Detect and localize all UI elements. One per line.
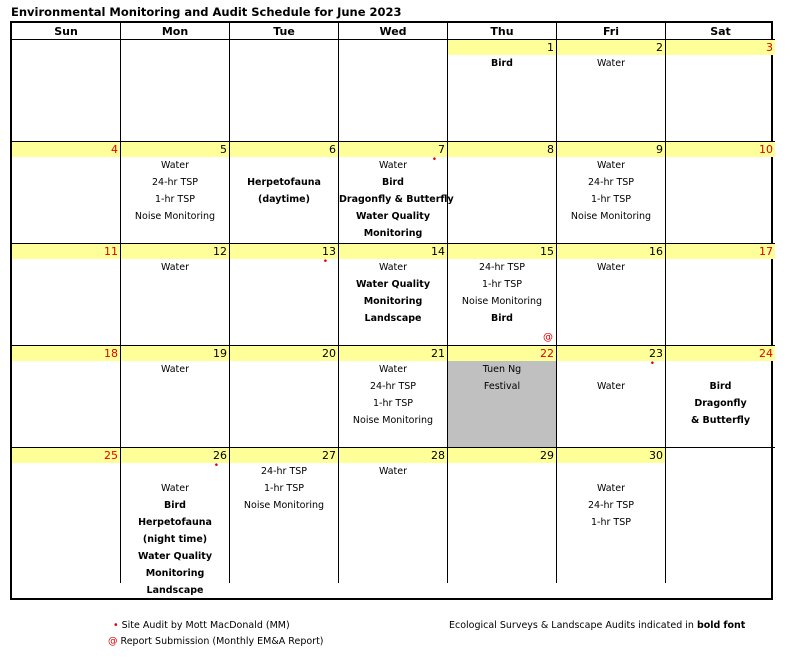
event-line: Water	[378, 160, 408, 171]
day-events	[557, 157, 665, 225]
day-number: 22	[448, 346, 556, 361]
day-number	[12, 40, 120, 55]
event-line: Dragonfly	[694, 398, 747, 409]
event-line: 1-hr TSP	[591, 194, 631, 205]
day-events	[230, 463, 338, 514]
day-cell	[557, 244, 666, 346]
day-events	[666, 361, 775, 429]
report-label: Report Submission (Monthly EM&A Report)	[120, 636, 324, 647]
event-line: Bird	[709, 381, 732, 392]
event-line: Water	[160, 262, 190, 273]
event-line: Monitoring	[363, 228, 423, 239]
day-cell	[230, 142, 339, 244]
bold-note-prefix: Ecological Surveys & Landscape Audits indicated in	[449, 620, 694, 631]
event-line: 1-hr TSP	[373, 398, 413, 409]
day-number: 10	[666, 142, 775, 157]
day-number: 25	[12, 448, 120, 463]
holiday-block	[448, 361, 556, 447]
weekday-header: Sun	[12, 23, 121, 40]
day-events	[121, 157, 229, 225]
event-line: 1-hr TSP	[482, 279, 522, 290]
event-line: 1-hr TSP	[155, 194, 195, 205]
event-line: 24-hr TSP	[587, 177, 635, 188]
day-events	[121, 361, 229, 378]
event-line: Bird	[382, 177, 404, 188]
event-line: Bird	[164, 500, 186, 511]
event-line: Noise Monitoring	[243, 500, 325, 511]
day-number: 29	[448, 448, 556, 463]
legend-bold-note	[449, 620, 745, 631]
event-line	[557, 463, 665, 480]
day-number: 24	[666, 346, 775, 361]
day-cell	[121, 142, 230, 244]
event-line: Festival	[483, 381, 521, 392]
day-cell	[12, 142, 121, 244]
day-cell	[666, 346, 775, 448]
day-events	[339, 463, 447, 480]
event-line: Water Quality	[137, 551, 213, 562]
day-events	[557, 463, 665, 531]
event-line: Herpetofauna	[138, 517, 212, 528]
event-line: Water	[596, 58, 626, 69]
event-line: Noise Monitoring	[134, 211, 216, 222]
day-cell	[12, 448, 121, 583]
calendar-grid	[10, 21, 773, 600]
day-cell	[12, 346, 121, 448]
day-events	[339, 361, 447, 429]
day-events	[121, 259, 229, 276]
event-line: Tuen Ng	[482, 364, 522, 375]
day-number: 1	[448, 40, 556, 55]
event-line: Noise Monitoring	[570, 211, 652, 222]
site-audit-dot-icon: •	[213, 461, 219, 471]
day-cell	[121, 346, 230, 448]
day-cell	[557, 142, 666, 244]
legend-site-audit	[113, 620, 290, 631]
event-line: Noise Monitoring	[352, 415, 434, 426]
day-cell	[448, 244, 557, 346]
report-submission-icon: @	[543, 332, 553, 343]
day-events	[448, 259, 556, 327]
day-number: 19	[121, 346, 229, 361]
day-number: 2	[557, 40, 665, 55]
day-number: 23	[557, 346, 665, 361]
event-line	[666, 361, 775, 378]
event-line: Water	[596, 160, 626, 171]
day-number: 21	[339, 346, 447, 361]
event-line: 24-hr TSP	[478, 262, 526, 273]
event-line: & Butterfly	[690, 415, 751, 426]
day-cell	[666, 244, 775, 346]
day-cell	[557, 346, 666, 448]
event-line: 24-hr TSP	[260, 466, 308, 477]
day-number: 4	[12, 142, 120, 157]
event-line: Water	[160, 483, 190, 494]
event-line: Dragonfly & Butterfly	[339, 194, 454, 205]
day-cell	[666, 448, 775, 583]
day-number: 13	[230, 244, 338, 259]
day-events	[339, 157, 454, 242]
day-events	[339, 259, 447, 327]
day-cell	[666, 142, 775, 244]
day-number: 16	[557, 244, 665, 259]
day-number: 15	[448, 244, 556, 259]
day-number: 12	[121, 244, 229, 259]
site-audit-dot-icon: •	[322, 257, 328, 267]
day-cell	[448, 448, 557, 583]
event-line: (daytime)	[258, 194, 310, 205]
day-number	[666, 448, 775, 463]
legend-report	[108, 636, 324, 647]
day-events	[448, 55, 556, 72]
event-line: Water	[378, 466, 408, 477]
event-line: Bird	[491, 58, 513, 69]
weekday-header: Tue	[230, 23, 339, 40]
day-number: 7	[339, 142, 447, 157]
day-number: 20	[230, 346, 338, 361]
event-line: 1-hr TSP	[591, 517, 631, 528]
day-number: 5	[121, 142, 229, 157]
day-events	[557, 259, 665, 276]
day-cell	[448, 40, 557, 142]
weekday-header: Wed	[339, 23, 448, 40]
day-cell	[557, 448, 666, 583]
day-cell	[121, 244, 230, 346]
event-line: Water	[596, 483, 626, 494]
day-number	[121, 40, 229, 55]
day-cell	[448, 142, 557, 244]
event-line: 24-hr TSP	[369, 381, 417, 392]
day-number: 18	[12, 346, 120, 361]
day-cell	[230, 346, 339, 448]
day-number	[339, 40, 447, 55]
day-number: 27	[230, 448, 338, 463]
day-cell	[339, 142, 454, 244]
day-events	[230, 157, 338, 208]
day-cell	[12, 40, 121, 142]
site-audit-dot-icon: •	[649, 359, 655, 369]
site-audit-marker: •	[113, 620, 119, 631]
day-cell	[121, 448, 230, 596]
day-cell	[339, 346, 448, 448]
event-line: (night time)	[142, 534, 208, 545]
event-line: Monitoring	[363, 296, 423, 307]
day-number: 3	[666, 40, 775, 55]
day-number: 30	[557, 448, 665, 463]
day-cell	[448, 346, 557, 448]
day-cell	[230, 244, 339, 346]
event-line: Noise Monitoring	[461, 296, 543, 307]
weekday-header: Mon	[121, 23, 230, 40]
event-line: Water Quality	[355, 211, 431, 222]
day-cell	[121, 40, 230, 142]
event-line: Water	[160, 160, 190, 171]
bold-note-word: bold	[696, 620, 721, 631]
site-audit-label: Site Audit by Mott MacDonald (MM)	[121, 620, 290, 631]
event-line: Monitoring	[145, 568, 205, 579]
bold-note-suffix: font	[723, 620, 746, 631]
day-number: 6	[230, 142, 338, 157]
weekday-header: Sat	[666, 23, 775, 40]
day-number: 26	[121, 448, 229, 463]
report-marker: @	[108, 636, 118, 647]
day-number: 8	[448, 142, 556, 157]
event-line: Water	[160, 364, 190, 375]
day-cell	[230, 40, 339, 142]
event-line: Landscape	[364, 313, 422, 324]
event-line	[230, 157, 338, 174]
site-audit-dot-icon: •	[431, 155, 437, 165]
day-number: 14	[339, 244, 447, 259]
event-line: Landscape	[146, 585, 204, 596]
weekday-header: Thu	[448, 23, 557, 40]
event-line: Bird	[491, 313, 513, 324]
day-cell	[339, 40, 448, 142]
event-line: Water	[378, 364, 408, 375]
weekday-header: Fri	[557, 23, 666, 40]
day-number: 11	[12, 244, 120, 259]
event-line: Water	[378, 262, 408, 273]
day-cell	[666, 40, 775, 142]
day-cell	[230, 448, 339, 583]
day-events	[121, 463, 229, 599]
event-line: 24-hr TSP	[151, 177, 199, 188]
event-line: 24-hr TSP	[587, 500, 635, 511]
day-cell	[557, 40, 666, 142]
page-title: Environmental Monitoring and Audit Schedule for June 2023	[11, 5, 402, 19]
day-number: 9	[557, 142, 665, 157]
event-line: Herpetofauna	[247, 177, 321, 188]
day-events	[557, 55, 665, 72]
day-cell	[339, 244, 448, 346]
event-line: Water	[596, 262, 626, 273]
event-line: 1-hr TSP	[264, 483, 304, 494]
event-line: Water	[596, 381, 626, 392]
day-number: 17	[666, 244, 775, 259]
day-number	[230, 40, 338, 55]
day-number: 28	[339, 448, 447, 463]
day-cell	[12, 244, 121, 346]
day-cell	[339, 448, 448, 583]
event-line: Water Quality	[355, 279, 431, 290]
